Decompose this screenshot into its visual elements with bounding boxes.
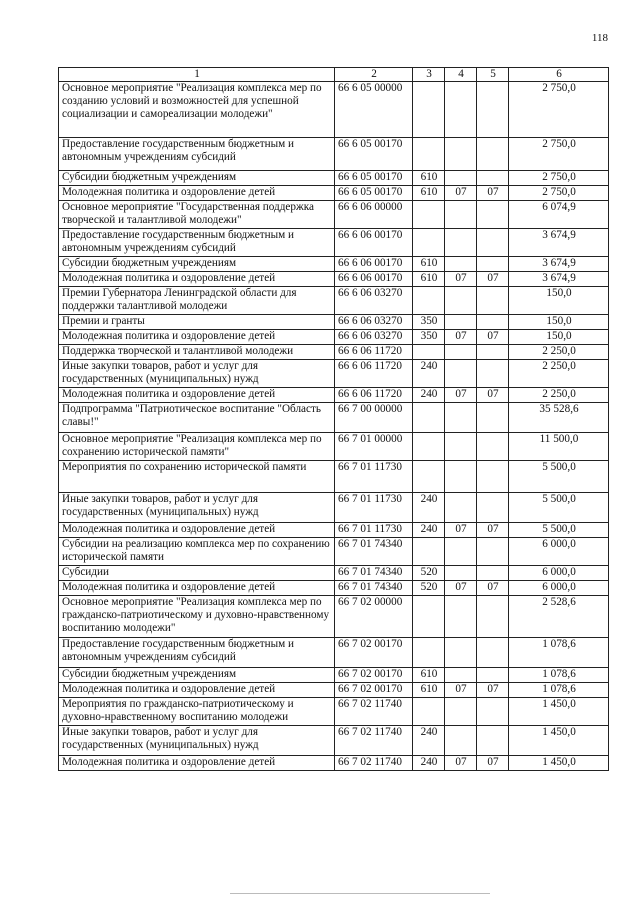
amount: 1 078,6 (509, 683, 609, 698)
expense-type: 610 (413, 186, 445, 201)
amount: 150,0 (509, 330, 609, 345)
amount: 150,0 (509, 315, 609, 330)
header-cell: 6 (509, 68, 609, 82)
subsection: 07 (477, 581, 509, 596)
section: 07 (445, 581, 477, 596)
amount: 1 450,0 (509, 698, 609, 726)
amount: 2 250,0 (509, 360, 609, 388)
budget-code: 66 7 01 11730 (335, 523, 413, 538)
budget-code: 66 7 01 74340 (335, 538, 413, 566)
budget-code: 66 7 02 11740 (335, 726, 413, 756)
expense-type (413, 538, 445, 566)
row-label: Субсидии бюджетным учреждениям (59, 171, 335, 186)
amount: 6 074,9 (509, 201, 609, 229)
expense-type: 610 (413, 257, 445, 272)
amount: 11 500,0 (509, 433, 609, 461)
budget-code: 66 7 00 00000 (335, 403, 413, 433)
amount: 1 450,0 (509, 756, 609, 771)
budget-code: 66 6 06 11720 (335, 345, 413, 360)
table-row (59, 82, 609, 138)
budget-code: 66 7 02 11740 (335, 756, 413, 771)
row-label: Предоставление государственным бюджетным и автономным учреждениям субсидий (59, 229, 335, 257)
row-label: Молодежная политика и оздоровление детей (59, 186, 335, 201)
section (445, 171, 477, 186)
subsection (477, 257, 509, 272)
amount: 2 250,0 (509, 345, 609, 360)
subsection (477, 201, 509, 229)
expense-type (413, 403, 445, 433)
scan-edge-line (230, 893, 490, 894)
amount: 2 250,0 (509, 388, 609, 403)
header-cell: 2 (335, 68, 413, 82)
subsection (477, 566, 509, 581)
expense-type (413, 596, 445, 638)
budget-code: 66 7 02 00000 (335, 596, 413, 638)
expense-type (413, 201, 445, 229)
amount: 5 500,0 (509, 523, 609, 538)
table-row (59, 726, 609, 756)
budget-code: 66 6 06 03270 (335, 330, 413, 345)
section (445, 345, 477, 360)
subsection: 07 (477, 330, 509, 345)
section (445, 726, 477, 756)
row-label: Мероприятия по гражданско-патриотическому и духовно-нравственному воспитанию молодежи (59, 698, 335, 726)
expense-type: 240 (413, 756, 445, 771)
subsection: 07 (477, 756, 509, 771)
expense-type: 610 (413, 272, 445, 287)
subsection: 07 (477, 388, 509, 403)
amount: 6 000,0 (509, 581, 609, 596)
table-row (59, 566, 609, 581)
subsection (477, 138, 509, 171)
table-row (59, 493, 609, 523)
section (445, 461, 477, 493)
row-label: Основное мероприятие "Реализация комплекса мер по сохранению исторической памяти" (59, 433, 335, 461)
subsection (477, 287, 509, 315)
subsection (477, 596, 509, 638)
row-label: Иные закупки товаров, работ и услуг для государственных (муниципальных) нужд (59, 360, 335, 388)
expense-type (413, 287, 445, 315)
table-row (59, 403, 609, 433)
subsection (477, 698, 509, 726)
budget-code: 66 7 01 74340 (335, 581, 413, 596)
budget-table (58, 67, 609, 771)
expense-type (413, 698, 445, 726)
amount: 6 000,0 (509, 538, 609, 566)
page-number: 118 (591, 32, 608, 44)
table-row (59, 538, 609, 566)
table-row (59, 596, 609, 638)
subsection (477, 433, 509, 461)
expense-type (413, 461, 445, 493)
subsection (477, 82, 509, 138)
expense-type: 240 (413, 360, 445, 388)
header-cell: 3 (413, 68, 445, 82)
section (445, 493, 477, 523)
row-label: Иные закупки товаров, работ и услуг для государственных (муниципальных) нужд (59, 493, 335, 523)
table-row (59, 171, 609, 186)
table-row (59, 668, 609, 683)
budget-code: 66 6 06 03270 (335, 315, 413, 330)
table-row (59, 186, 609, 201)
amount: 1 078,6 (509, 638, 609, 668)
row-label: Субсидии бюджетным учреждениям (59, 668, 335, 683)
subsection (477, 360, 509, 388)
table-row (59, 523, 609, 538)
expense-type: 240 (413, 388, 445, 403)
amount: 1 078,6 (509, 668, 609, 683)
row-label: Предоставление государственным бюджетным и автономным учреждениям субсидий (59, 138, 335, 171)
subsection (477, 538, 509, 566)
budget-code: 66 7 02 00170 (335, 668, 413, 683)
table-row (59, 360, 609, 388)
section (445, 596, 477, 638)
budget-code: 66 6 06 11720 (335, 388, 413, 403)
section: 07 (445, 683, 477, 698)
section (445, 82, 477, 138)
row-label: Иные закупки товаров, работ и услуг для государственных (муниципальных) нужд (59, 726, 335, 756)
subsection (477, 461, 509, 493)
budget-code: 66 6 05 00170 (335, 186, 413, 201)
amount: 3 674,9 (509, 272, 609, 287)
budget-code: 66 6 06 00170 (335, 229, 413, 257)
budget-code: 66 6 06 00000 (335, 201, 413, 229)
expense-type: 350 (413, 330, 445, 345)
subsection: 07 (477, 683, 509, 698)
expense-type: 610 (413, 668, 445, 683)
subsection (477, 171, 509, 186)
section (445, 538, 477, 566)
row-label: Молодежная политика и оздоровление детей (59, 756, 335, 771)
expense-type: 350 (413, 315, 445, 330)
amount: 2 750,0 (509, 82, 609, 138)
section (445, 566, 477, 581)
subsection: 07 (477, 523, 509, 538)
table-row (59, 315, 609, 330)
expense-type: 520 (413, 581, 445, 596)
budget-code: 66 6 06 03270 (335, 287, 413, 315)
table-row (59, 138, 609, 171)
table-row (59, 638, 609, 668)
section (445, 257, 477, 272)
budget-code: 66 6 06 00170 (335, 272, 413, 287)
amount: 2 750,0 (509, 186, 609, 201)
expense-type: 610 (413, 171, 445, 186)
subsection (477, 668, 509, 683)
budget-code: 66 6 05 00170 (335, 171, 413, 186)
amount: 1 450,0 (509, 726, 609, 756)
budget-code: 66 6 06 00170 (335, 257, 413, 272)
row-label: Премии Губернатора Ленинградской области для поддержки талантливой молодежи (59, 287, 335, 315)
amount: 2 528,6 (509, 596, 609, 638)
row-label: Молодежная политика и оздоровление детей (59, 683, 335, 698)
table-row (59, 287, 609, 315)
subsection (477, 345, 509, 360)
section (445, 201, 477, 229)
expense-type (413, 138, 445, 171)
expense-type: 240 (413, 493, 445, 523)
expense-type: 520 (413, 566, 445, 581)
budget-code: 66 6 06 11720 (335, 360, 413, 388)
table-row (59, 756, 609, 771)
budget-code: 66 7 01 00000 (335, 433, 413, 461)
subsection: 07 (477, 186, 509, 201)
amount: 6 000,0 (509, 566, 609, 581)
subsection (477, 493, 509, 523)
amount: 2 750,0 (509, 138, 609, 171)
table-row (59, 581, 609, 596)
budget-code: 66 7 01 11730 (335, 461, 413, 493)
section (445, 638, 477, 668)
section: 07 (445, 756, 477, 771)
subsection (477, 315, 509, 330)
section (445, 668, 477, 683)
table-row (59, 433, 609, 461)
section (445, 229, 477, 257)
section (445, 360, 477, 388)
table-header-row (59, 68, 609, 82)
section: 07 (445, 272, 477, 287)
amount: 2 750,0 (509, 171, 609, 186)
header-cell: 4 (445, 68, 477, 82)
subsection (477, 229, 509, 257)
header-cell: 5 (477, 68, 509, 82)
expense-type (413, 229, 445, 257)
table-row (59, 229, 609, 257)
amount: 5 500,0 (509, 493, 609, 523)
section (445, 698, 477, 726)
amount: 150,0 (509, 287, 609, 315)
row-label: Молодежная политика и оздоровление детей (59, 272, 335, 287)
budget-code: 66 6 05 00170 (335, 138, 413, 171)
section (445, 138, 477, 171)
amount: 3 674,9 (509, 257, 609, 272)
budget-code: 66 7 02 00170 (335, 683, 413, 698)
row-label: Субсидии на реализацию комплекса мер по сохранению исторической памяти (59, 538, 335, 566)
row-label: Основное мероприятие "Реализация комплекса мер по созданию условий и возможностей для успешной социализации и самореализации молодежи" (59, 82, 335, 138)
section (445, 433, 477, 461)
budget-code: 66 7 01 11730 (335, 493, 413, 523)
row-label: Молодежная политика и оздоровление детей (59, 388, 335, 403)
budget-code: 66 7 01 74340 (335, 566, 413, 581)
row-label: Субсидии бюджетным учреждениям (59, 257, 335, 272)
section (445, 403, 477, 433)
section: 07 (445, 330, 477, 345)
expense-type: 610 (413, 683, 445, 698)
table-row (59, 345, 609, 360)
row-label: Поддержка творческой и талантливой молодежи (59, 345, 335, 360)
budget-code: 66 7 02 00170 (335, 638, 413, 668)
budget-code: 66 7 02 11740 (335, 698, 413, 726)
row-label: Премии и гранты (59, 315, 335, 330)
row-label: Молодежная политика и оздоровление детей (59, 523, 335, 538)
table-row (59, 388, 609, 403)
table-row (59, 201, 609, 229)
table-row (59, 272, 609, 287)
expense-type: 240 (413, 726, 445, 756)
budget-code: 66 6 05 00000 (335, 82, 413, 138)
subsection (477, 403, 509, 433)
row-label: Основное мероприятие "Реализация комплекса мер по гражданско-патриотическому и духовно-нравственному воспитанию молодежи" (59, 596, 335, 638)
section (445, 287, 477, 315)
section (445, 315, 477, 330)
section: 07 (445, 388, 477, 403)
subsection (477, 638, 509, 668)
subsection (477, 726, 509, 756)
amount: 35 528,6 (509, 403, 609, 433)
row-label: Мероприятия по сохранению исторической памяти (59, 461, 335, 493)
expense-type: 240 (413, 523, 445, 538)
table-row (59, 683, 609, 698)
row-label: Предоставление государственным бюджетным и автономным учреждениям субсидий (59, 638, 335, 668)
table-row (59, 257, 609, 272)
expense-type (413, 433, 445, 461)
row-label: Субсидии (59, 566, 335, 581)
expense-type (413, 638, 445, 668)
section: 07 (445, 523, 477, 538)
header-cell: 1 (59, 68, 335, 82)
row-label: Молодежная политика и оздоровление детей (59, 330, 335, 345)
table-row (59, 698, 609, 726)
row-label: Основное мероприятие "Государственная поддержка творческой и талантливой молодежи" (59, 201, 335, 229)
table-row (59, 461, 609, 493)
amount: 5 500,0 (509, 461, 609, 493)
section: 07 (445, 186, 477, 201)
amount: 3 674,9 (509, 229, 609, 257)
table-row (59, 330, 609, 345)
row-label: Подпрограмма "Патриотическое воспитание "Область славы!" (59, 403, 335, 433)
expense-type (413, 345, 445, 360)
subsection: 07 (477, 272, 509, 287)
expense-type (413, 82, 445, 138)
row-label: Молодежная политика и оздоровление детей (59, 581, 335, 596)
